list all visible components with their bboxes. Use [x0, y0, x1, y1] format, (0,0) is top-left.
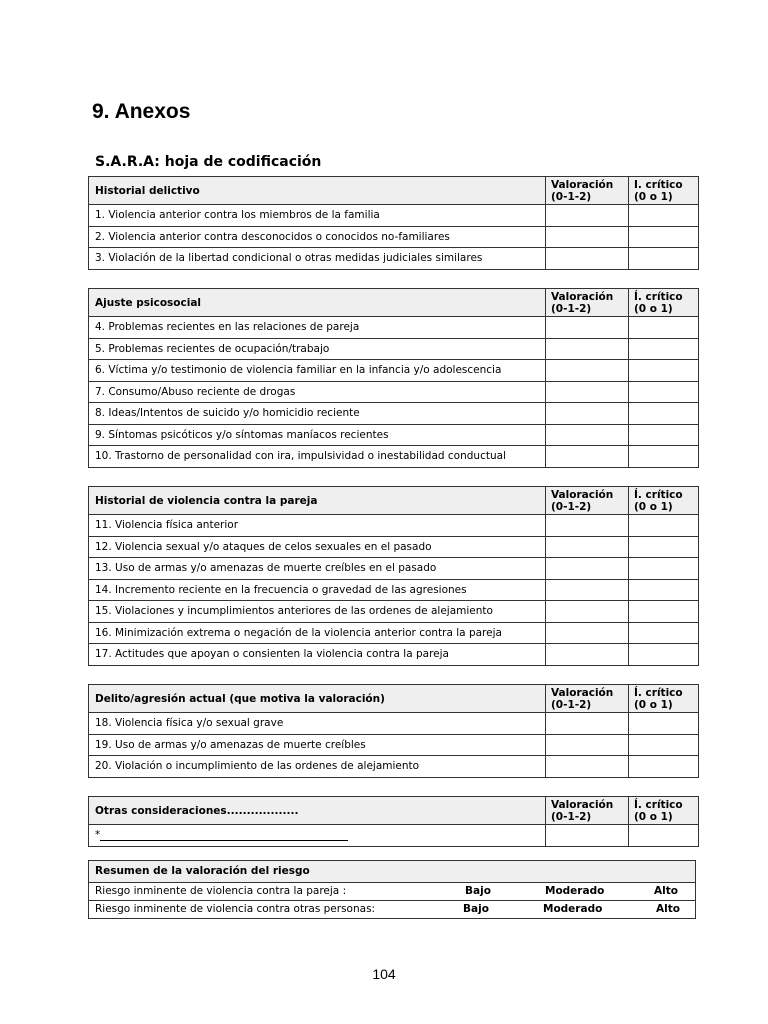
item-label: 18. Violencia física y/o sexual grave: [89, 713, 546, 735]
valoracion-cell[interactable]: [546, 579, 629, 601]
indice-critico-header: Í. crítico (0 o 1): [629, 685, 699, 713]
form-title: S.A.R.A: hoja de codificación: [95, 154, 322, 170]
indice-critico-header: Í. crítico (0 o 1): [629, 289, 699, 317]
critico-cell[interactable]: [629, 403, 699, 425]
item-label: 14. Incremento reciente en la frecuencia o gravedad de las agresiones: [89, 579, 546, 601]
summary-row-label: Riesgo inminente de violencia contra otras personas:: [95, 903, 376, 915]
summary-row-label: Riesgo inminente de violencia contra la pareja :: [95, 885, 347, 897]
section-title: Historial de violencia contra la pareja: [89, 487, 546, 515]
critico-cell[interactable]: [629, 536, 699, 558]
critico-cell[interactable]: [629, 622, 699, 644]
valoracion-cell[interactable]: [546, 601, 629, 623]
option-alto[interactable]: Alto: [654, 885, 678, 897]
item-row: [89, 713, 699, 735]
critico-cell[interactable]: [629, 317, 699, 339]
critico-cell[interactable]: [629, 601, 699, 623]
item-row: [89, 644, 699, 666]
item-row: [89, 622, 699, 644]
valoracion-cell[interactable]: [546, 515, 629, 537]
item-label: 15. Violaciones y incumplimientos anteriores de las ordenes de alejamiento: [89, 601, 546, 623]
valoracion-cell[interactable]: [546, 338, 629, 360]
critico-cell[interactable]: [629, 713, 699, 735]
item-row: [89, 734, 699, 756]
option-moderado[interactable]: Moderado: [545, 885, 605, 897]
valoracion-cell[interactable]: [546, 403, 629, 425]
option-bajo[interactable]: Bajo: [463, 903, 489, 915]
item-row: [89, 248, 699, 270]
item-label: 3. Violación de la libertad condicional o otras medidas judiciales similares: [89, 248, 546, 270]
item-label: 4. Problemas recientes en las relaciones de pareja: [89, 317, 546, 339]
item-label: 17. Actitudes que apoyan o consienten la violencia contra la pareja: [89, 644, 546, 666]
item-label: 11. Violencia física anterior: [89, 515, 546, 537]
valoracion-cell[interactable]: [546, 756, 629, 778]
summary-row-otras-personas: [89, 900, 695, 918]
item-row: [89, 446, 699, 468]
section-header-row: [89, 797, 699, 825]
item-label: 6. Víctima y/o testimonio de violencia familiar en la infancia y/o adolescencia: [89, 360, 546, 382]
item-label: 9. Síntomas psicóticos y/o síntomas maníacos recientes: [89, 424, 546, 446]
section-title: Historial delictivo: [89, 177, 546, 205]
section-header-row: [89, 487, 699, 515]
valoracion-cell[interactable]: [546, 734, 629, 756]
critico-cell[interactable]: [629, 360, 699, 382]
item-row: [89, 381, 699, 403]
valoracion-header: Valoración (0-1-2): [546, 487, 629, 515]
item-label: 2. Violencia anterior contra desconocidos o conocidos no-familiares: [89, 226, 546, 248]
blank-write-line: [100, 829, 348, 841]
item-label: 10. Trastorno de personalidad con ira, impulsividad o inestabilidad conductual: [89, 446, 546, 468]
valoracion-cell[interactable]: [546, 536, 629, 558]
section-table-historial-violencia-pareja: [88, 486, 699, 666]
summary-title: Resumen de la valoración del riesgo: [89, 861, 695, 883]
option-moderado[interactable]: Moderado: [543, 903, 603, 915]
valoracion-cell[interactable]: [546, 644, 629, 666]
item-label: 12. Violencia sexual y/o ataques de celos sexuales en el pasado: [89, 536, 546, 558]
critico-cell[interactable]: [629, 734, 699, 756]
section-header-row: [89, 289, 699, 317]
critico-cell[interactable]: [629, 579, 699, 601]
item-row: [89, 360, 699, 382]
critico-cell[interactable]: [629, 756, 699, 778]
item-row: [89, 226, 699, 248]
item-label: 8. Ideas/Intentos de suicido y/o homicidio reciente: [89, 403, 546, 425]
item-label: 16. Minimización extrema o negación de la violencia anterior contra la pareja: [89, 622, 546, 644]
item-label: 7. Consumo/Abuso reciente de drogas: [89, 381, 546, 403]
valoracion-cell[interactable]: [546, 713, 629, 735]
item-row: [89, 317, 699, 339]
summary-row-pareja: [89, 883, 695, 900]
item-row: [89, 558, 699, 580]
other-consideration-field[interactable]: [89, 825, 546, 847]
critico-cell[interactable]: [629, 338, 699, 360]
critico-cell[interactable]: [629, 558, 699, 580]
valoracion-header: Valoración (0-1-2): [546, 177, 629, 205]
item-row: [89, 601, 699, 623]
item-row: [89, 515, 699, 537]
valoracion-cell[interactable]: [546, 248, 629, 270]
page-heading: 9. Anexos: [92, 100, 191, 123]
valoracion-header: Valoración (0-1-2): [546, 797, 629, 825]
section-header-row: [89, 177, 699, 205]
section-table-delito-actual: [88, 684, 699, 778]
critico-cell[interactable]: [629, 424, 699, 446]
item-row: [89, 536, 699, 558]
item-row: [89, 403, 699, 425]
section-table-ajuste-psicosocial: [88, 288, 699, 468]
valoracion-cell[interactable]: [546, 558, 629, 580]
critico-cell[interactable]: [629, 446, 699, 468]
item-row: [89, 756, 699, 778]
option-alto[interactable]: Alto: [656, 903, 680, 915]
critico-cell[interactable]: [629, 644, 699, 666]
item-row: [89, 205, 699, 227]
valoracion-cell[interactable]: [546, 424, 629, 446]
section-title: Ajuste psicosocial: [89, 289, 546, 317]
item-row: [89, 424, 699, 446]
valoracion-cell[interactable]: [546, 317, 629, 339]
item-row: [89, 579, 699, 601]
critico-cell[interactable]: [629, 825, 699, 847]
critico-cell[interactable]: [629, 226, 699, 248]
valoracion-header: Valoración (0-1-2): [546, 289, 629, 317]
valoracion-cell[interactable]: [546, 381, 629, 403]
item-label: 13. Uso de armas y/o amenazas de muerte creíbles en el pasado: [89, 558, 546, 580]
section-title: Otras consideraciones..................: [89, 797, 546, 825]
option-bajo[interactable]: Bajo: [465, 885, 491, 897]
section-header-row: [89, 685, 699, 713]
item-label: 5. Problemas recientes de ocupación/trabajo: [89, 338, 546, 360]
critico-cell[interactable]: [629, 205, 699, 227]
risk-summary-box: [88, 860, 696, 919]
valoracion-cell[interactable]: [546, 446, 629, 468]
section-table-otras-consideraciones: [88, 796, 699, 847]
valoracion-cell[interactable]: [546, 205, 629, 227]
section-title: Delito/agresión actual (que motiva la valoración): [89, 685, 546, 713]
valoracion-cell[interactable]: [546, 226, 629, 248]
item-row: [89, 825, 699, 847]
critico-cell[interactable]: [629, 381, 699, 403]
critico-cell[interactable]: [629, 248, 699, 270]
critico-cell[interactable]: [629, 515, 699, 537]
section-table-historial-delictivo: [88, 176, 699, 270]
item-label: 1. Violencia anterior contra los miembros de la familia: [89, 205, 546, 227]
valoracion-cell[interactable]: [546, 825, 629, 847]
item-label: 19. Uso de armas y/o amenazas de muerte creíbles: [89, 734, 546, 756]
valoracion-cell[interactable]: [546, 622, 629, 644]
asterisk-marker: *: [95, 829, 101, 842]
indice-critico-header: I. crítico (0 o 1): [629, 177, 699, 205]
indice-critico-header: Í. crítico (0 o 1): [629, 487, 699, 515]
item-row: [89, 338, 699, 360]
valoracion-cell[interactable]: [546, 360, 629, 382]
indice-critico-header: Í. crítico (0 o 1): [629, 797, 699, 825]
page-number: 104: [372, 966, 396, 982]
item-label: 20. Violación o incumplimiento de las ordenes de alejamiento: [89, 756, 546, 778]
valoracion-header: Valoración (0-1-2): [546, 685, 629, 713]
